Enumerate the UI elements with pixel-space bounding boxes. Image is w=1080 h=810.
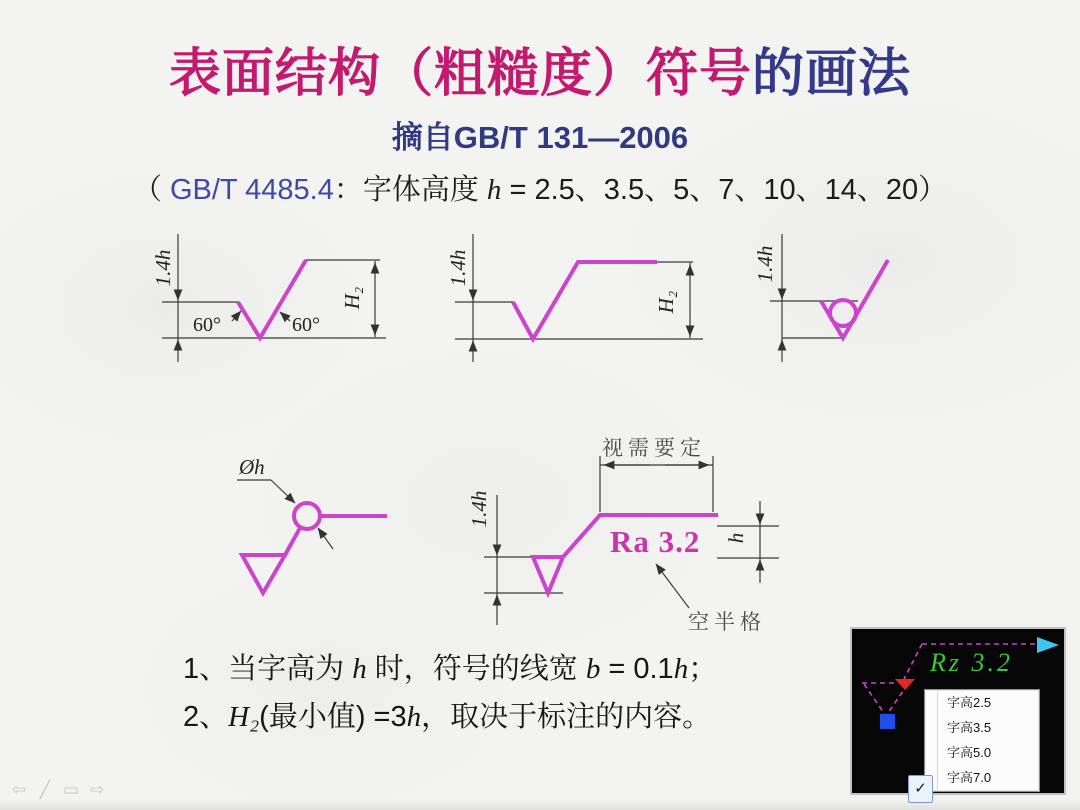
note2-var-h: h	[406, 701, 422, 733]
rz-value-label: Rz 3.2	[930, 648, 1013, 677]
next-slide-icon[interactable]: ⇨	[89, 780, 105, 799]
note2-var-h2: H₂	[228, 701, 260, 733]
dim-label-h: h	[724, 532, 748, 544]
title-highlight: 表面结构（粗糙度）符号	[168, 45, 752, 103]
menu-item-height-5.0[interactable]: 字高5.0	[947, 745, 992, 760]
dim-label-h2: H₂	[654, 290, 678, 314]
subtitle: 摘自GB/T 131—2006	[391, 120, 689, 155]
dim-label-14h: 1.4h	[467, 490, 491, 528]
title-rest: 的画法	[752, 45, 912, 103]
spec-mid: ：字体高度	[333, 174, 487, 206]
menu-item-height-7.0[interactable]: 字高7.0	[947, 770, 992, 785]
symbol-circle	[294, 503, 320, 529]
note-line-1	[183, 645, 717, 693]
note1-var-h: h	[673, 653, 689, 685]
dim-label-14h: 1.4h	[151, 249, 175, 287]
note2-text: 2、	[183, 701, 229, 733]
drawing-circle-diameter	[225, 440, 403, 608]
symbol-triangle	[533, 557, 563, 593]
dim-label-14h: 1.4h	[446, 249, 470, 287]
pen-icon[interactable]: ╱	[39, 780, 51, 799]
angle-label-right: 60°	[292, 314, 320, 336]
red-grip-icon[interactable]	[895, 679, 915, 690]
as-needed-label: 视需要定	[602, 437, 706, 460]
angle-label-left: 60°	[193, 314, 221, 336]
cad-screenshot-panel	[850, 627, 1066, 795]
menu-item-height-3.5[interactable]: 字高3.5	[947, 720, 992, 735]
half-space-label: 空半格	[688, 611, 766, 634]
note1-text: 1、当字高为	[183, 653, 353, 685]
previous-slide-icon[interactable]: ⇦	[11, 780, 27, 799]
note2-text: ，取决于标注的内容。	[421, 701, 712, 733]
menu-item-height-2.5[interactable]: 字高2.5	[947, 695, 992, 710]
note1-var-h: h	[352, 653, 367, 685]
inscribed-circle	[830, 300, 856, 326]
spec-standard: GB/T 4485.4	[169, 174, 334, 206]
font-height-context-menu	[914, 689, 1040, 797]
spec-var-h: h	[486, 174, 502, 206]
notes	[183, 645, 717, 741]
symbol-arm	[285, 528, 300, 555]
note1-text: = 0.1	[600, 653, 674, 685]
bottom-shade	[0, 800, 1080, 810]
slide-menu-icon[interactable]: ▭	[62, 780, 80, 799]
presenter-toolbar	[10, 780, 106, 800]
drawing-symbol-with-bar	[435, 228, 710, 366]
blue-grip-icon[interactable]	[880, 714, 895, 729]
spec-open: （	[132, 174, 170, 206]
roughness-symbol-check	[821, 260, 888, 338]
dimension-lines	[770, 234, 858, 362]
note2-text: (最小值) =3	[259, 701, 407, 733]
ra-value-label: Ra 3.2	[610, 524, 701, 559]
note-line-2	[183, 693, 717, 741]
dim-label-h2: H₂	[340, 286, 364, 310]
cyan-arrow-icon	[1037, 637, 1059, 653]
page-title	[0, 46, 1080, 103]
drawing-ra-annotation	[467, 425, 792, 643]
diameter-label: Øh	[239, 455, 265, 479]
spec-line	[0, 167, 1080, 208]
drawing-basic-symbol	[148, 228, 400, 366]
note1-text: 时，符号的线宽	[366, 653, 586, 685]
note1-var-b: b	[585, 653, 601, 685]
dim-label-14h: 1.4h	[753, 245, 777, 283]
symbol-triangle	[242, 555, 285, 593]
drawing-symbol-with-circle	[728, 228, 908, 366]
roughness-symbol-bar	[513, 262, 657, 339]
note1-text: ；	[688, 653, 718, 685]
check-icon[interactable]: ✓	[908, 775, 933, 803]
spec-values: = 2.5、3.5、5、7、10、14、20）	[501, 174, 948, 206]
